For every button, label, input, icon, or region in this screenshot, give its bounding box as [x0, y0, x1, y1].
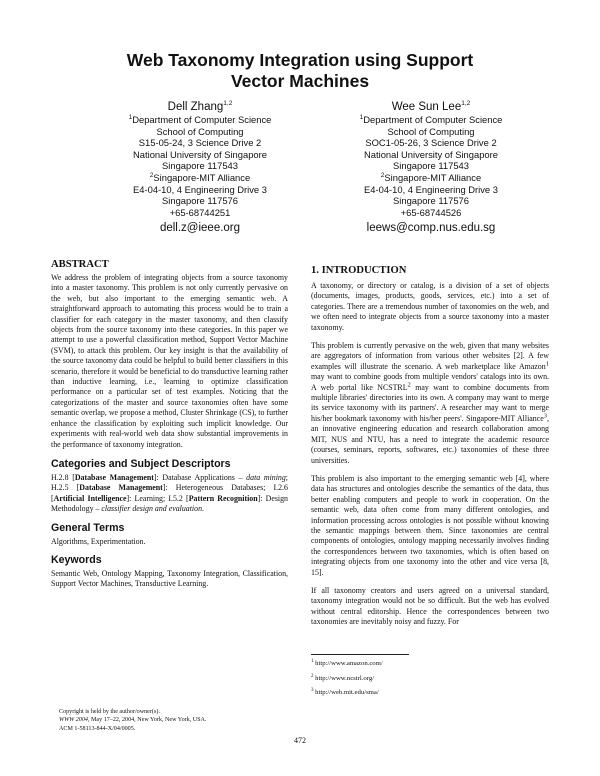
cat-seg: data mining: [246, 472, 286, 482]
affil-line: [331, 114, 531, 126]
affil-line: School of Computing: [156, 125, 244, 137]
cat-seg: ; H.2.5 [: [51, 472, 288, 493]
abstract-text: We address the problem of integrating objects from a source taxonomy into a master taxonomy. This problem is not only currently pervasive on the web, but also important to the emerging semantic web. A straightforward approach to automating this process would be to train a classifier for each category in the master taxonomy, and then classify objects from the source taxonomy into these categories. In this paper we attempt to use a powerful classification method, Support Vector Machine (SVM), to attack this problem. Our key insight is that the availability of the source taxonomy data could be helpful to build better classifiers in this scenario, therefore it would be beneficial to do transductive learning rather than inductive learning, i.e., learning to optimize classification performance on a particular set of test examples. Noticing that the categorizations of the master and source taxonomies often have some semantic overlap, we propose a method, Cluster Shrinkage (CS), to further enhance the classification by exploiting such implicit knowledge. Our experiments with real-world web data show substantial improvements in the performance of taxonomy integration.: [51, 273, 288, 449]
author-block-1: [100, 100, 300, 235]
affil-line: S15-05-24, 3 Science Drive 2: [138, 137, 262, 149]
cat-seg: Artificial Intelligence: [53, 493, 127, 503]
author-name-text: Dell Zhang: [167, 101, 224, 113]
affil-line: +65-68744526: [400, 206, 462, 218]
footnote-number: 3: [311, 687, 314, 693]
affil-line: National University of Singapore: [364, 148, 498, 160]
footnote-url[interactable]: http://www.amazon.com/: [313, 660, 383, 667]
footnote-ref[interactable]: 2: [407, 381, 411, 389]
cat-seg: Database Management: [79, 483, 163, 493]
affil-line: [100, 172, 300, 184]
affil-line: Singapore 117543: [393, 160, 469, 172]
abstract-heading: ABSTRACT: [51, 259, 109, 270]
conference-details: , May 17–22, 2004, New York, New York, USA.: [87, 717, 207, 724]
title-line-2: Vector Machines: [230, 71, 370, 91]
cat-seg: ]: Learning; I.5.2 [: [126, 493, 189, 503]
cat-seg: .: [202, 504, 205, 514]
affil-line: Singapore 117543: [162, 160, 238, 172]
affil-sup: 2: [380, 171, 385, 179]
copyright-notice: [59, 708, 289, 733]
intro-paragraph-4: If all taxonomy creators and users agreed on a universal standard, taxonomy integration would not be so difficult. But the web has evolved without central editorship. Hence the correspondences between two taxonomies are inevitably noisy and fuzzy. For: [311, 585, 549, 627]
footnote: [311, 688, 549, 697]
general-terms-heading: General Terms: [51, 521, 125, 534]
title-line-1: Web Taxonomy Integration using Support: [126, 50, 474, 70]
footnote-divider: [311, 654, 409, 655]
cat-seg: ]: Database Applications –: [153, 472, 247, 482]
affil-sup: 2: [149, 171, 154, 179]
author-block-2: [331, 100, 531, 235]
keywords-heading: Keywords: [51, 553, 102, 566]
affil-line: +65-68744251: [169, 206, 231, 218]
copyright-line: Copyright is held by the author/owner(s).: [59, 709, 160, 715]
footnote-number: 2: [311, 673, 314, 679]
intro-paragraph-1: A taxonomy, or directory or catalog, is a division of a set of objects (documents, images, products, goods, services, etc.) into a set of categories. There are a tremendous number of taxonomies on the web, and we often need to integrate objects from a source taxonomy into a master taxonomy.: [311, 281, 549, 332]
categories-heading: Categories and Subject Descriptors: [51, 457, 231, 470]
footnote-ref[interactable]: 3: [543, 412, 548, 420]
author-affil-sup: 1,2: [223, 100, 233, 108]
affil-text: Department of Computer Science: [132, 114, 272, 125]
paper-title: [60, 50, 540, 92]
affil-text: Singapore-MIT Alliance: [153, 171, 251, 183]
cat-seg: Database Management: [74, 472, 154, 482]
author-name: [331, 100, 531, 114]
footnote: [311, 659, 549, 668]
p2-seg: may want to combine documents from multiple libraries' directories into its own. A company may want to merge its service taxonomy with its partners'. A researcher may want to merge his/her bookmark taxonomy with his/her peers'. Singapore-MIT Alliance: [311, 382, 549, 423]
footnotes: [311, 659, 549, 703]
cat-seg: ]: Heterogeneous Databases; I.2.6 [: [51, 483, 288, 503]
affil-line: Singapore 117576: [162, 195, 238, 207]
footnote-ref[interactable]: 1: [545, 360, 549, 368]
p2-seg: , an innovative engineering education and research collaboration among MIT, NUS and NTU, has a need to integrate the academic resource (courses, seminars, reports, softwares, etc.) taxonomies of these three universities.: [311, 413, 549, 465]
author-email[interactable]: dell.z@ieee.org: [159, 222, 241, 235]
left-column: [51, 258, 288, 590]
page-number: 472: [294, 736, 306, 745]
affil-sup: 1: [359, 113, 364, 121]
author-email[interactable]: leews@comp.nus.edu.sg: [366, 222, 496, 235]
conference-name: WWW 2004: [59, 717, 88, 724]
cat-seg: ]: Design Methodology –: [51, 493, 288, 514]
intro-heading: 1. INTRODUCTION: [311, 265, 407, 276]
footnote: [311, 674, 549, 683]
author-name: [100, 100, 300, 114]
cat-seg: classifier design and evaluation: [101, 504, 203, 514]
footnote-url[interactable]: http://www.ncstrl.org/: [313, 674, 375, 682]
affil-text: Department of Computer Science: [363, 114, 503, 125]
author-name-text: Wee Sun Lee: [391, 101, 462, 113]
intro-paragraph-2: [311, 341, 549, 466]
affil-line: National University of Singapore: [133, 148, 267, 160]
footnote-url[interactable]: http://web.mit.edu/sma/: [313, 689, 379, 696]
affil-sup: 1: [128, 113, 133, 121]
affil-line: E4-04-10, 4 Engineering Drive 3: [133, 183, 267, 195]
affil-text: Singapore-MIT Alliance: [384, 171, 482, 183]
affil-line: SOC1-05-26, 3 Science Drive 2: [365, 137, 497, 149]
copyright-line: [59, 716, 289, 724]
copyright-line: ACM 1-58113-844-X/04/0005.: [59, 725, 136, 732]
cat-seg: Pattern Recognition: [188, 493, 258, 503]
right-column: [311, 264, 549, 628]
intro-paragraph-3: This problem is also important to the emerging semantic web [4], where data has structures and ontologies describe the semantics of the data, thus better enabling computers and people to work in cooperation. On the semantic web, data often come from many different ontologies, and information processing across ontologies is not possible without knowing the semantic mappings between them. Since taxonomies are central components of ontologies, ontology mapping necessarily involves finding the correspondences between two taxonomies, which is often based on integrating objects from one taxonomy into the other and vice versa [8, 15].: [311, 473, 549, 577]
affil-line: E4-04-10, 4 Engineering Drive 3: [364, 183, 498, 195]
affil-line: [331, 172, 531, 184]
keywords-text: Semantic Web, Ontology Mapping, Taxonomy Integration, Classification, Support Vector Machines, Transductive Learning.: [51, 568, 288, 589]
author-affil-sup: 1,2: [461, 100, 471, 108]
affil-line: Singapore 117576: [393, 195, 469, 207]
p2-seg: may want to combine goods from multiple vendors' catalogs into its own. A web portal like NCSTRL: [311, 372, 549, 392]
affil-line: School of Computing: [387, 125, 475, 137]
p2-seg: This problem is currently pervasive on the web, given that many websites are aggregators of information from various other websites [2]. A few examples will illustrate the scenario. A web marketplace like Amazon: [311, 341, 549, 371]
general-terms-text: Algorithms, Experimentation.: [51, 536, 146, 546]
affil-line: [100, 114, 300, 126]
categories-text: [51, 473, 288, 515]
footnote-number: 1: [311, 658, 314, 664]
cat-seg: H.2.8 [: [51, 472, 75, 482]
